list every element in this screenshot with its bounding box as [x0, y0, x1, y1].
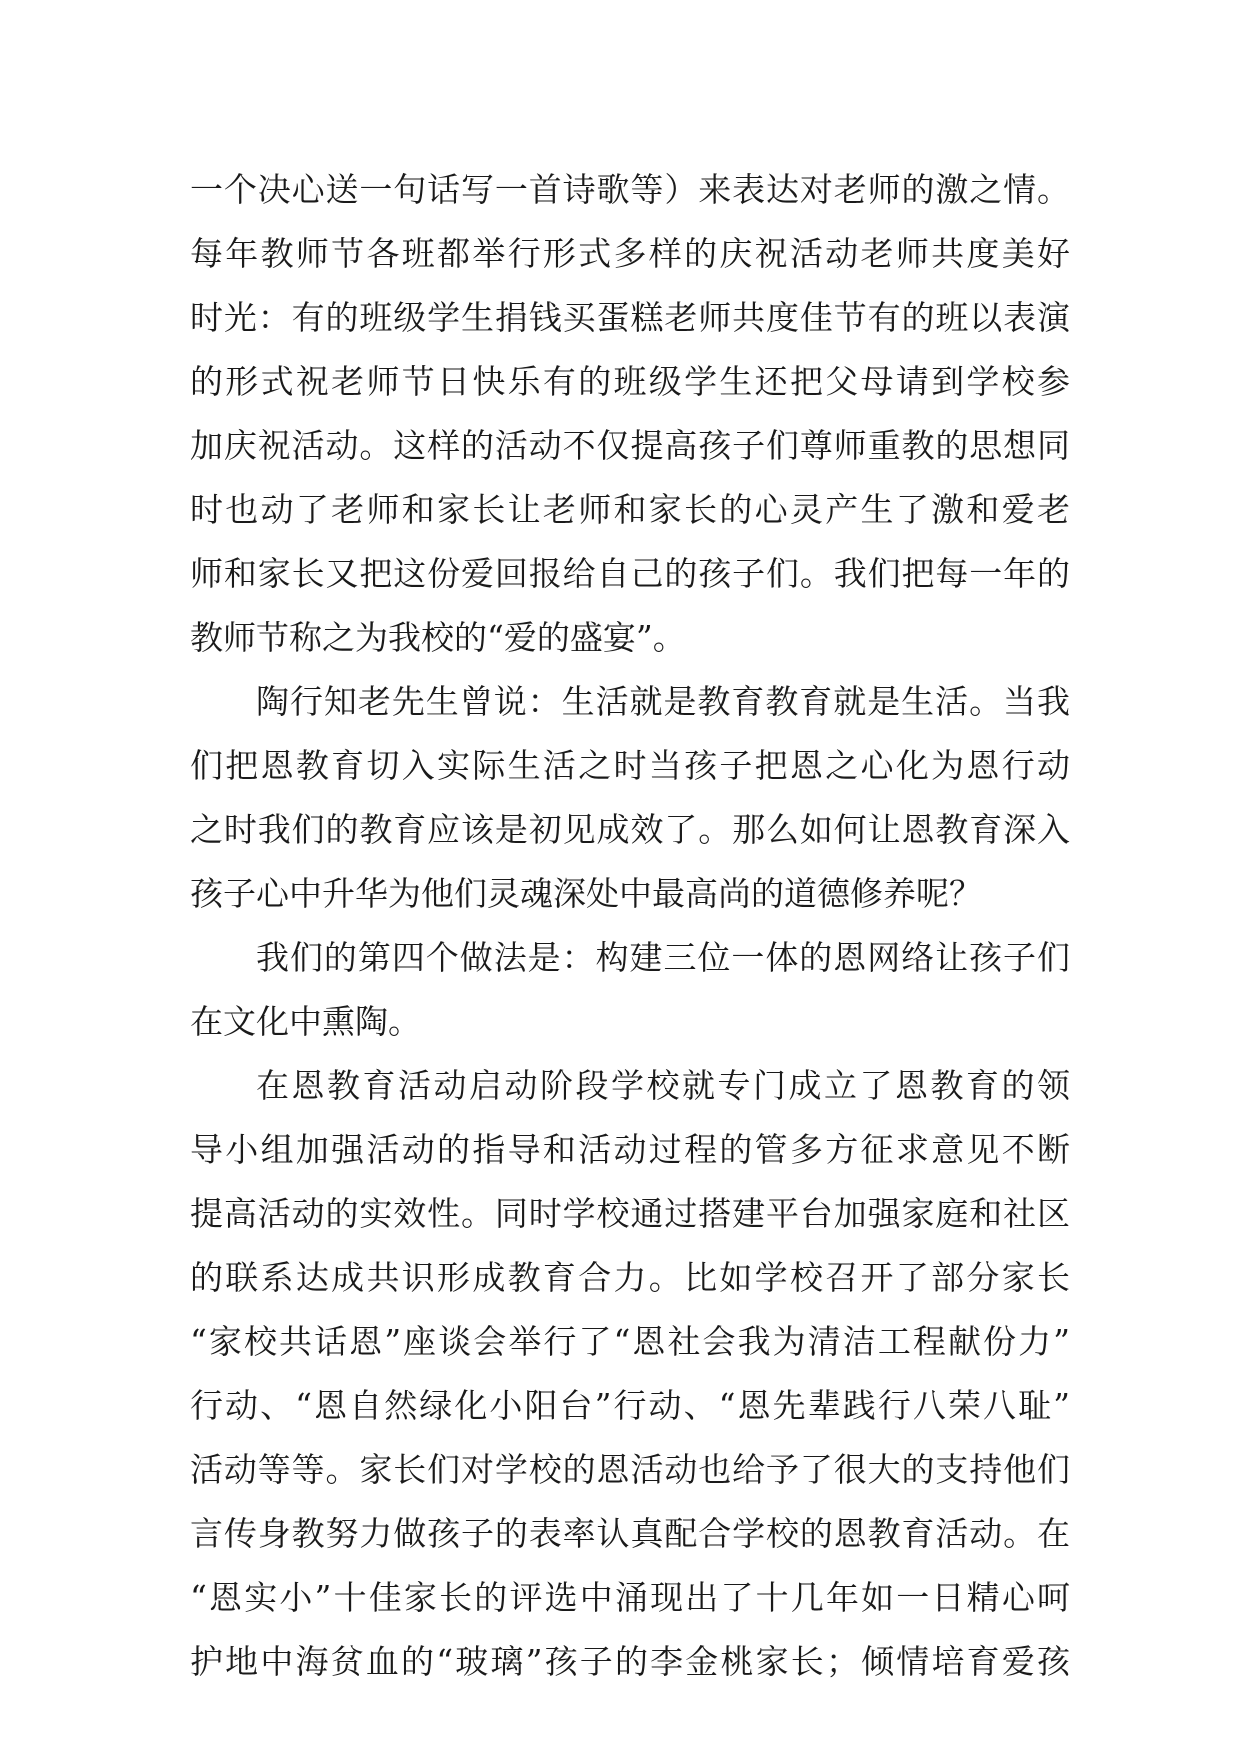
text-line: 的形式祝老师节日快乐有的班级学生还把父母请到学校参	[190, 362, 1070, 401]
text-line: 时光：有的班级学生捐钱买蛋糕老师共度佳节有的班以表演	[190, 298, 1070, 337]
text-line: 陶行知老先生曾说：生活就是教育教育就是生活。当我	[256, 682, 1070, 721]
text-line: 一个决心送一句话写一首诗歌等）来表达对老师的激之情。	[190, 170, 1070, 209]
text-line: 护地中海贫血的“玻璃”孩子的李金桃家长；倾情培育爱孩	[190, 1642, 1070, 1681]
text-line: 在文化中熏陶。	[190, 1002, 421, 1041]
text-line: 加庆祝活动。这样的活动不仅提高孩子们尊师重教的思想同	[190, 426, 1070, 465]
text-line: 提高活动的实效性。同时学校通过搭建平台加强家庭和社区	[190, 1194, 1070, 1233]
text-line: 的联系达成共识形成教育合力。比如学校召开了部分家长	[190, 1258, 1070, 1297]
text-line: 们把恩教育切入实际生活之时当孩子把恩之心化为恩行动	[190, 746, 1070, 785]
text-line: 导小组加强活动的指导和活动过程的管多方征求意见不断	[190, 1130, 1070, 1169]
text-line: 之时我们的教育应该是初见成效了。那么如何让恩教育深入	[190, 810, 1070, 849]
body-text	[190, 158, 1070, 1694]
text-line: 活动等等。家长们对学校的恩活动也给予了很大的支持他们	[190, 1450, 1070, 1489]
text-line: 时也动了老师和家长让老师和家长的心灵产生了激和爱老	[190, 490, 1070, 529]
text-line: 行动、“恩自然绿化小阳台”行动、“恩先辈践行八荣八耻”	[190, 1386, 1070, 1425]
text-line: “家校共话恩”座谈会举行了“恩社会我为清洁工程献份力”	[190, 1322, 1070, 1361]
text-line: 每年教师节各班都举行形式多样的庆祝活动老师共度美好	[190, 234, 1070, 273]
text-line: “恩实小”十佳家长的评选中涌现出了十几年如一日精心呵	[190, 1578, 1070, 1617]
text-line: 师和家长又把这份爱回报给自己的孩子们。我们把每一年的	[190, 554, 1070, 593]
text-line: 在恩教育活动启动阶段学校就专门成立了恩教育的领	[256, 1066, 1070, 1105]
text-line: 教师节称之为我校的“爱的盛宴”。	[190, 618, 686, 657]
text-line: 我们的第四个做法是：构建三位一体的恩网络让孩子们	[256, 938, 1070, 977]
text-line: 言传身教努力做孩子的表率认真配合学校的恩教育活动。在	[190, 1514, 1070, 1553]
text-line: 孩子心中升华为他们灵魂深处中最高尚的道德修养呢？	[190, 874, 982, 913]
